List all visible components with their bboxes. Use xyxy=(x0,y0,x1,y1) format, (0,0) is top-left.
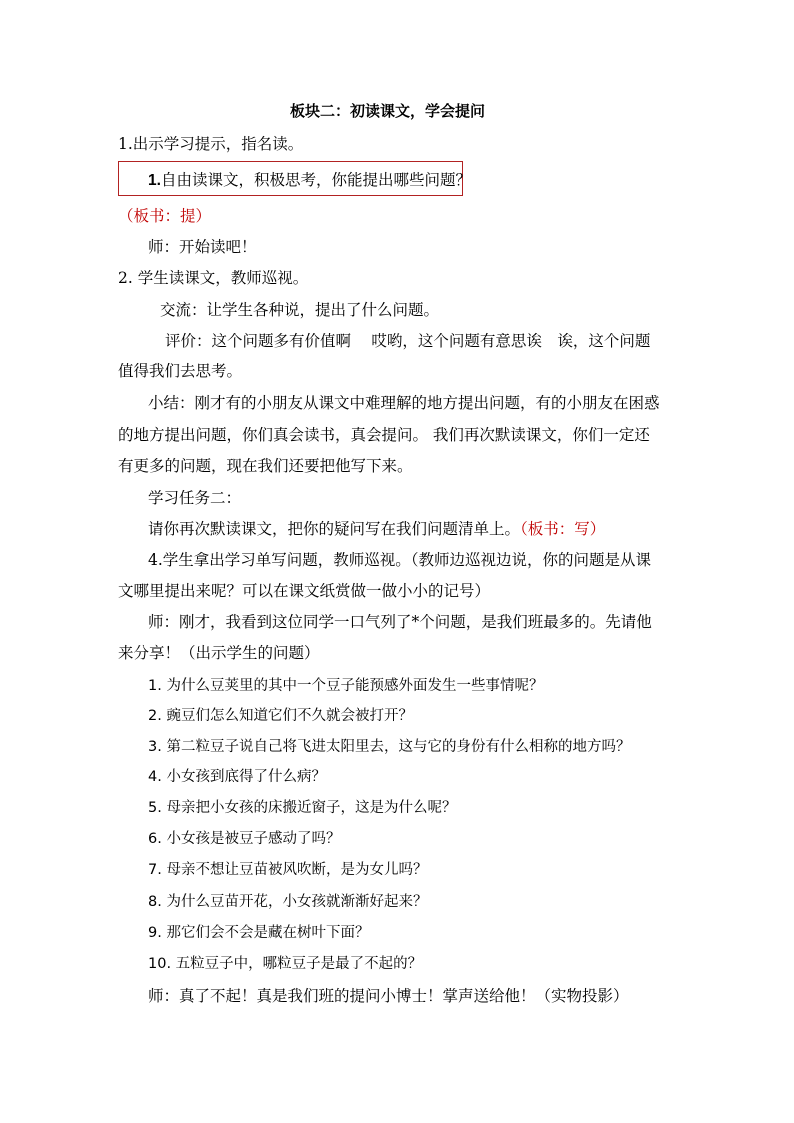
task-2-text: 请你再次默读课文，把你的疑问写在我们问题清单上。 xyxy=(148,520,521,538)
step-1: 1.出示学习提示，指名读。 xyxy=(118,135,304,153)
step-4-line-1: 4.学生拿出学习单写问题，教师巡视。（教师边巡视边说，你的问题是从课 xyxy=(148,551,652,569)
task-2-line xyxy=(148,519,605,539)
question-item: 7. 母亲不想让豆苗被风吹断，是为女儿吗？ xyxy=(148,862,428,878)
question-item: 6. 小女孩是被豆子感动了吗？ xyxy=(148,831,341,847)
question-item: 9. 那它们会不会是藏在树叶下面？ xyxy=(148,925,370,941)
exchange-line: 交流：让学生各种说，提出了什么问题。 xyxy=(160,301,440,319)
question-item: 2. 豌豆们怎么知道它们不久就会被打开？ xyxy=(148,708,413,724)
closing-line: 师：真了不起！真是我们班的提问小博士！掌声送给他！（实物投影） xyxy=(148,987,629,1005)
question-item: 1. 为什么豆荚里的其中一个豆子能预感外面发生一些事情呢？ xyxy=(148,678,544,694)
board-note-1: （板书：提） xyxy=(118,207,212,225)
board-note-2: （板书：写） xyxy=(520,520,606,538)
question-item: 10. 五粒豆子中，哪粒豆子是最了不起的？ xyxy=(148,956,423,972)
teacher-share-line-2: 来分享！（出示学生的问题） xyxy=(118,644,320,662)
evaluate-line-2: 值得我们去思考。 xyxy=(118,362,243,380)
question-item: 3. 第二粒豆子说自己将飞进太阳里去，这与它的身份有什么相称的地方吗？ xyxy=(148,739,631,755)
question-item: 5. 母亲把小女孩的床搬近窗子，这是为什么呢？ xyxy=(148,800,457,816)
summary-line-3: 有更多的问题，现在我们还要把他写下来。 xyxy=(118,457,413,475)
task-2-heading: 学习任务二： xyxy=(148,489,242,507)
summary-line-2: 的地方提出问题，你们真会读书，真会提问。 我们再次默读课文，你们一定还 xyxy=(118,426,650,444)
question-item: 8. 为什么豆苗开花，小女孩就渐渐好起来？ xyxy=(148,894,428,910)
teacher-share-line-1: 师：刚才，我看到这位同学一口气列了*个问题，是我们班最多的。先请他 xyxy=(148,613,652,631)
step-2: 2. 学生读课文，教师巡视。 xyxy=(118,269,309,287)
prompt-line xyxy=(148,170,471,191)
step-4-line-2: 文哪里提出来呢？可以在课文纸赏做一做小小的记号） xyxy=(118,582,491,600)
question-item: 4. 小女孩到底得了什么病？ xyxy=(148,769,326,785)
teacher-start: 师：开始读吧！ xyxy=(148,238,257,256)
evaluate-line-1: 评价：这个问题多有价值啊 哎哟，这个问题有意思诶 诶，这个问题 xyxy=(165,332,651,350)
section-title: 板块二：初读课文，学会提问 xyxy=(290,102,486,120)
prompt-text: 自由读课文，积极思考，你能提出哪些问题？ xyxy=(160,171,471,189)
prompt-number: 1. xyxy=(148,172,161,189)
summary-line-1: 小结：刚才有的小朋友从课文中难理解的地方提出问题，有的小朋友在困惑 xyxy=(148,394,660,412)
